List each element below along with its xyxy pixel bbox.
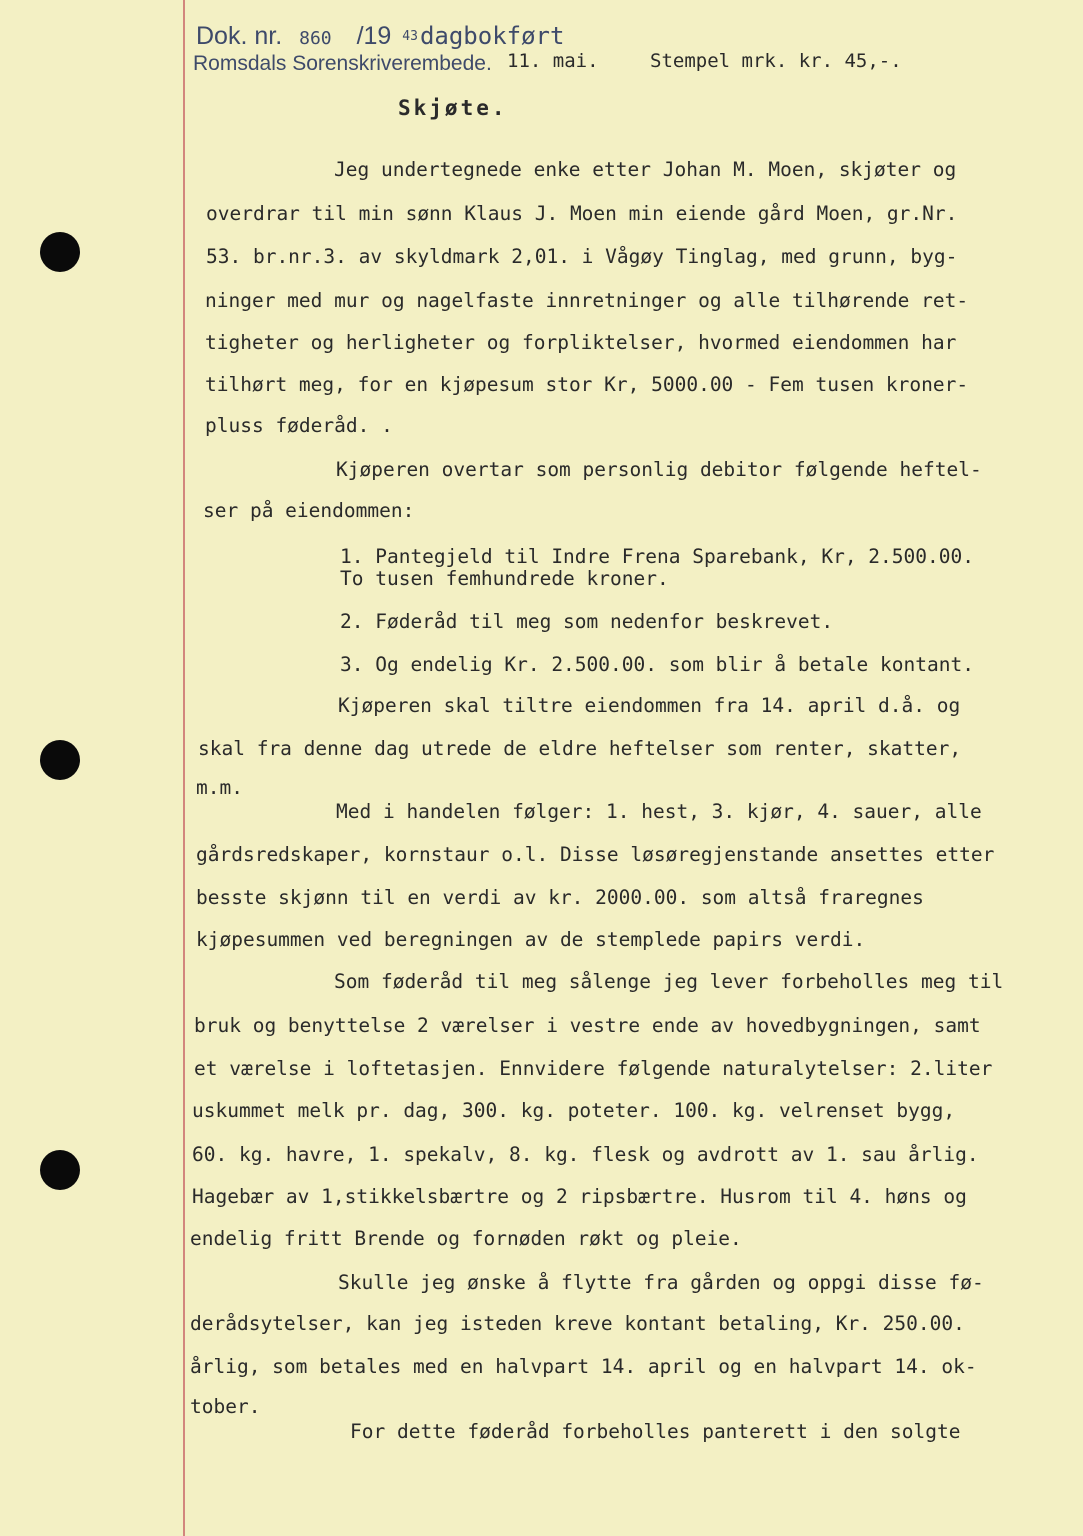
body-line: tober. bbox=[190, 1395, 261, 1418]
header-stamp-fee: Stempel mrk. kr. 45,-. bbox=[650, 50, 902, 72]
body-line: gårdsredskaper, kornstaur o.l. Disse løsøregjenstande ansettes etter bbox=[196, 843, 995, 866]
document-title: Skjøte. bbox=[398, 96, 508, 120]
body-line: 1. Pantegjeld til Indre Frena Sparebank, Kr, 2.500.00. bbox=[340, 545, 974, 568]
body-line: Som føderåd til meg sålenge jeg lever forbeholles meg til bbox=[334, 970, 1004, 993]
header-date: 11. mai. bbox=[507, 50, 599, 72]
body-line: Med i handelen følger: 1. hest, 3. kjør, 4. sauer, alle bbox=[336, 800, 982, 823]
body-line: tilhørt meg, for en kjøpesum stor Kr, 5000.00 - Fem tusen kroner- bbox=[205, 373, 969, 396]
body-line: Kjøperen skal tiltre eiendommen fra 14. april d.å. og bbox=[338, 694, 961, 717]
dok-number: 860 bbox=[299, 28, 332, 49]
dok-label: Dok. nr. bbox=[196, 22, 283, 50]
body-line: derådsytelser, kan jeg isteden kreve kontant betaling, Kr. 250.00. bbox=[190, 1312, 965, 1335]
office-stamp: Romsdals Sorenskriverembede. bbox=[193, 52, 492, 75]
document-number-stamp bbox=[196, 22, 564, 51]
body-line: ser på eiendommen: bbox=[203, 499, 415, 522]
body-line: endelig fritt Brende og fornøden røkt og pleie. bbox=[190, 1227, 742, 1250]
body-line: kjøpesummen ved beregningen av de stemplede papirs verdi. bbox=[196, 928, 866, 951]
body-line: tigheter og herligheter og forpliktelser, hvormed eiendommen har bbox=[205, 331, 957, 354]
body-line: Kjøperen overtar som personlig debitor følgende heftel- bbox=[336, 458, 982, 481]
body-line: 60. kg. havre, 1. spekalv, 8. kg. flesk og avdrott av 1. sau årlig. bbox=[192, 1143, 979, 1166]
punch-hole bbox=[40, 740, 80, 780]
body-line: m.m. bbox=[196, 776, 243, 799]
body-line: Hagebær av 1,stikkelsbærtre og 2 ripsbærtre. Husrom til 4. høns og bbox=[192, 1185, 967, 1208]
body-line: besste skjønn til en verdi av kr. 2000.00. som altså frаregnes bbox=[196, 886, 924, 909]
body-line: bruk og benyttelse 2 værelser i vestre ende av hovedbygningen, samt bbox=[194, 1014, 981, 1037]
body-line: skal fra denne dag utrede de eldre heftelser som renter, skatter, bbox=[198, 737, 962, 760]
body-line: Skulle jeg ønske å flytte fra gården og oppgi disse fø- bbox=[338, 1271, 984, 1294]
body-line: årlig, som betales med en halvpart 14. april og en halvpart 14. ok- bbox=[190, 1355, 977, 1378]
body-line: 2. Føderåd til meg som nedenfor beskrevet. bbox=[340, 610, 834, 633]
year-prefix: /19 bbox=[356, 22, 392, 50]
body-line: 3. Og endelig Kr. 2.500.00. som blir å betale kontant. bbox=[340, 653, 974, 676]
body-line: 53. br.nr.3. av skyldmark 2,01. i Vågøy Tinglag, med grunn, byg- bbox=[206, 245, 958, 268]
punch-hole bbox=[40, 232, 80, 272]
body-line: Jeg undertegnede enke etter Johan M. Moen, skjøter og bbox=[334, 158, 957, 181]
margin-line bbox=[183, 0, 185, 1536]
year-suffix: 43 bbox=[402, 29, 418, 44]
body-line: ninger med mur og nagelfaste innretninger og alle tilhørende ret- bbox=[205, 289, 969, 312]
body-line: For dette føderåd forbeholles panterett i den solgte bbox=[350, 1420, 961, 1443]
punch-hole bbox=[40, 1150, 80, 1190]
body-line: overdrar til min sønn Klaus J. Moen min eiende gård Moen, gr.Nr. bbox=[206, 202, 958, 225]
body-line: To tusen femhundrede kroner. bbox=[340, 567, 669, 590]
body-line: uskummet melk pr. dag, 300. kg. poteter. 100. kg. velrenset bygg, bbox=[192, 1099, 956, 1122]
dagbokfort-stamp: dagbokført bbox=[419, 22, 565, 50]
body-line: pluss føderåd. . bbox=[205, 414, 393, 437]
body-line: et værelse i loftetasjen. Ennvidere følgende naturalytelser: 2.liter bbox=[194, 1057, 993, 1080]
